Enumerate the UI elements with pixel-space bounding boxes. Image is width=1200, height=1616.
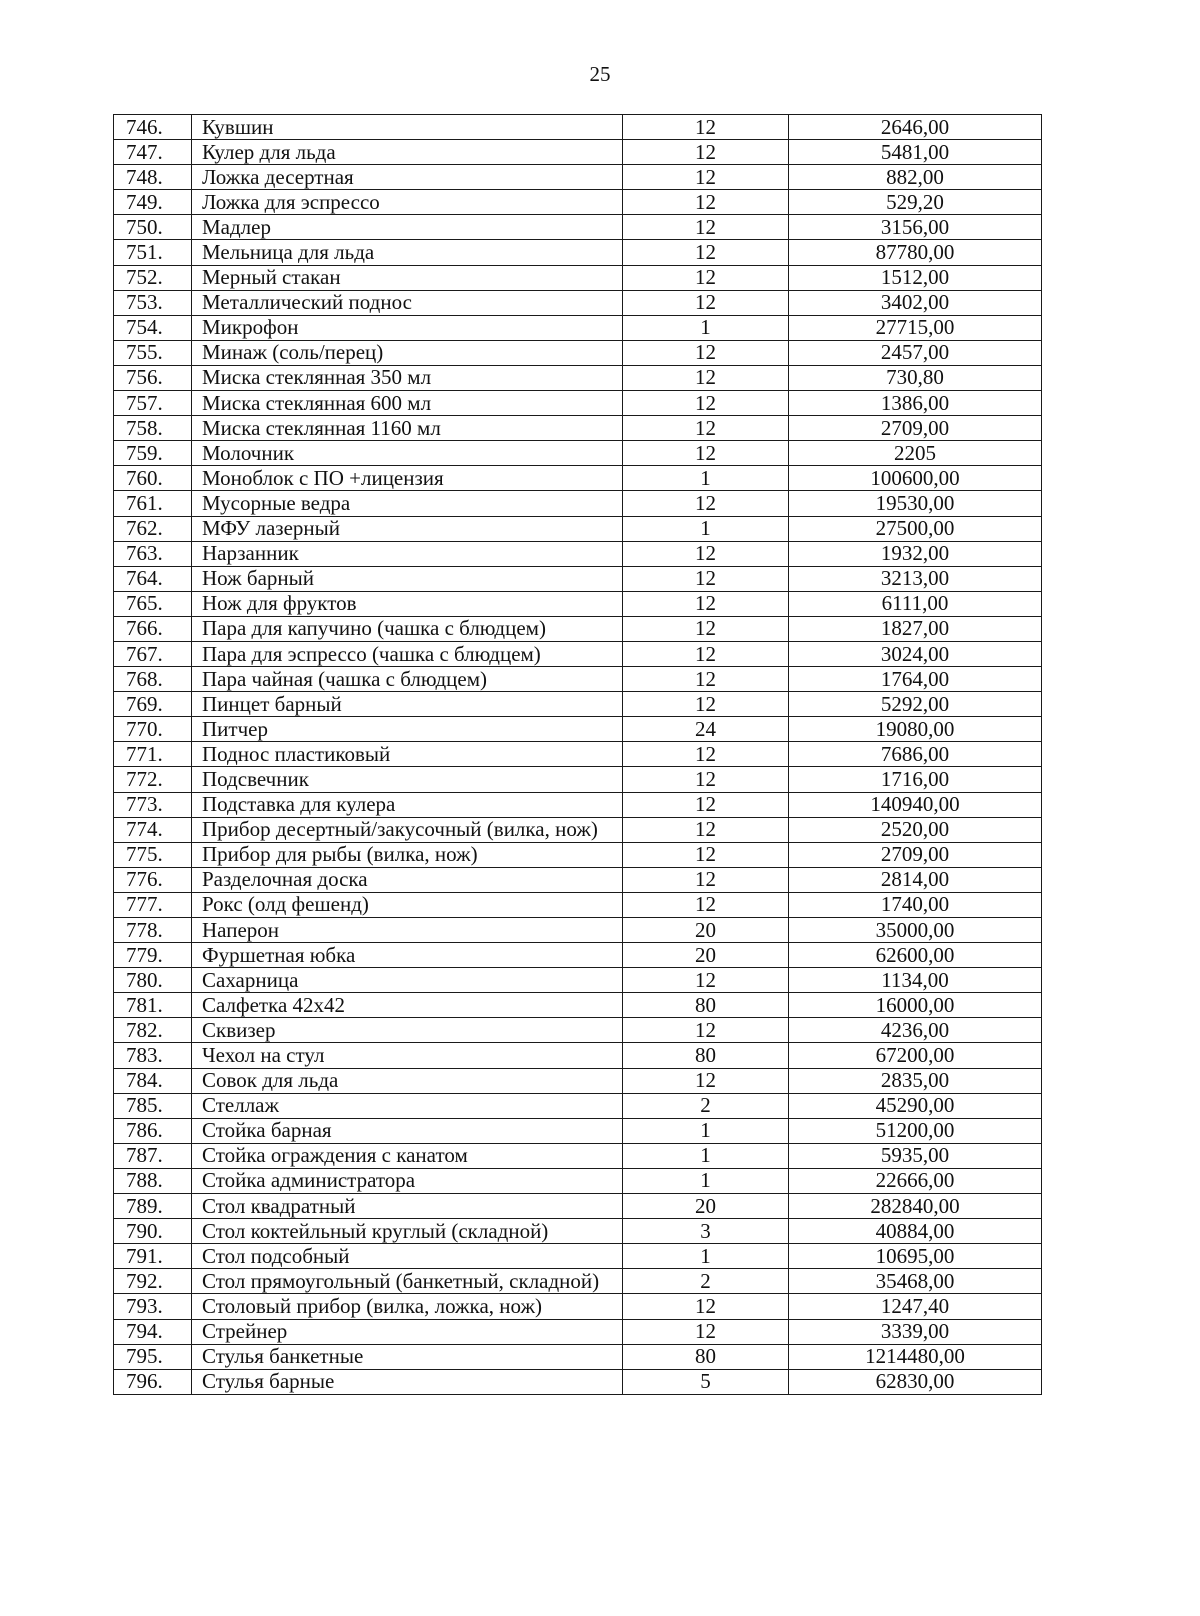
quantity-cell: 1: [623, 1168, 789, 1193]
item-name-cell: Мусорные ведра: [192, 491, 623, 516]
table-row: [114, 641, 1042, 666]
item-name-cell: МФУ лазерный: [192, 516, 623, 541]
amount-cell: 16000,00: [789, 993, 1042, 1018]
item-name-cell: Стол коктейльный круглый (складной): [192, 1219, 623, 1244]
table-row: [114, 290, 1042, 315]
amount-cell: 6111,00: [789, 591, 1042, 616]
quantity-cell: 80: [623, 1043, 789, 1068]
row-number-cell: 767.: [114, 641, 192, 666]
table-row: [114, 767, 1042, 792]
table-row: [114, 1219, 1042, 1244]
item-name-cell: Миска стеклянная 350 мл: [192, 365, 623, 390]
quantity-cell: 80: [623, 1344, 789, 1369]
row-number-cell: 784.: [114, 1068, 192, 1093]
item-name-cell: Пара для капучино (чашка с блюдцем): [192, 616, 623, 641]
row-number-cell: 782.: [114, 1018, 192, 1043]
item-name-cell: Столовый прибор (вилка, ложка, нож): [192, 1294, 623, 1319]
row-number-cell: 747.: [114, 140, 192, 165]
amount-cell: 10695,00: [789, 1244, 1042, 1269]
amount-cell: 3213,00: [789, 566, 1042, 591]
amount-cell: 2709,00: [789, 416, 1042, 441]
row-number-cell: 749.: [114, 190, 192, 215]
item-name-cell: Мельница для льда: [192, 240, 623, 265]
item-name-cell: Стойка ограждения с канатом: [192, 1143, 623, 1168]
table-row: [114, 566, 1042, 591]
row-number-cell: 772.: [114, 767, 192, 792]
table-row: [114, 792, 1042, 817]
item-name-cell: Стулья барные: [192, 1369, 623, 1394]
amount-cell: 2835,00: [789, 1068, 1042, 1093]
quantity-cell: 12: [623, 591, 789, 616]
quantity-cell: 1: [623, 315, 789, 340]
quantity-cell: 2: [623, 1093, 789, 1118]
item-name-cell: Стол прямоугольный (банкетный, складной): [192, 1269, 623, 1294]
quantity-cell: 1: [623, 516, 789, 541]
item-name-cell: Микрофон: [192, 315, 623, 340]
row-number-cell: 789.: [114, 1194, 192, 1219]
amount-cell: 2205: [789, 441, 1042, 466]
table-row: [114, 616, 1042, 641]
row-number-cell: 757.: [114, 391, 192, 416]
amount-cell: 1764,00: [789, 667, 1042, 692]
item-name-cell: Питчер: [192, 717, 623, 742]
inventory-table: [113, 114, 1042, 1395]
row-number-cell: 746.: [114, 115, 192, 140]
table-row: [114, 1093, 1042, 1118]
row-number-cell: 773.: [114, 792, 192, 817]
item-name-cell: Совок для льда: [192, 1068, 623, 1093]
row-number-cell: 751.: [114, 240, 192, 265]
row-number-cell: 796.: [114, 1369, 192, 1394]
quantity-cell: 12: [623, 541, 789, 566]
amount-cell: 1247,40: [789, 1294, 1042, 1319]
amount-cell: 100600,00: [789, 466, 1042, 491]
amount-cell: 67200,00: [789, 1043, 1042, 1068]
table-row: [114, 1118, 1042, 1143]
item-name-cell: Разделочная доска: [192, 867, 623, 892]
table-row: [114, 1294, 1042, 1319]
table-row: [114, 1319, 1042, 1344]
row-number-cell: 785.: [114, 1093, 192, 1118]
row-number-cell: 762.: [114, 516, 192, 541]
quantity-cell: 12: [623, 1018, 789, 1043]
item-name-cell: Кувшин: [192, 115, 623, 140]
quantity-cell: 12: [623, 1319, 789, 1344]
row-number-cell: 755.: [114, 340, 192, 365]
table-body: [114, 115, 1042, 1395]
item-name-cell: Пинцет барный: [192, 692, 623, 717]
table-row: [114, 391, 1042, 416]
amount-cell: 1512,00: [789, 265, 1042, 290]
table-row: [114, 1194, 1042, 1219]
row-number-cell: 788.: [114, 1168, 192, 1193]
table-row: [114, 416, 1042, 441]
row-number-cell: 781.: [114, 993, 192, 1018]
row-number-cell: 761.: [114, 491, 192, 516]
amount-cell: 282840,00: [789, 1194, 1042, 1219]
item-name-cell: Чехол на стул: [192, 1043, 623, 1068]
amount-cell: 27715,00: [789, 315, 1042, 340]
quantity-cell: 12: [623, 566, 789, 591]
table-row: [114, 215, 1042, 240]
item-name-cell: Нарзанник: [192, 541, 623, 566]
row-number-cell: 774.: [114, 817, 192, 842]
row-number-cell: 750.: [114, 215, 192, 240]
quantity-cell: 12: [623, 641, 789, 666]
item-name-cell: Ложка десертная: [192, 165, 623, 190]
quantity-cell: 12: [623, 616, 789, 641]
table-row: [114, 1369, 1042, 1394]
quantity-cell: 12: [623, 391, 789, 416]
item-name-cell: Пара чайная (чашка с блюдцем): [192, 667, 623, 692]
amount-cell: 140940,00: [789, 792, 1042, 817]
item-name-cell: Подсвечник: [192, 767, 623, 792]
row-number-cell: 760.: [114, 466, 192, 491]
row-number-cell: 778.: [114, 918, 192, 943]
item-name-cell: Поднос пластиковый: [192, 742, 623, 767]
amount-cell: 3339,00: [789, 1319, 1042, 1344]
amount-cell: 7686,00: [789, 742, 1042, 767]
amount-cell: 1214480,00: [789, 1344, 1042, 1369]
amount-cell: 2520,00: [789, 817, 1042, 842]
table-row: [114, 1269, 1042, 1294]
item-name-cell: Стрейнер: [192, 1319, 623, 1344]
row-number-cell: 770.: [114, 717, 192, 742]
row-number-cell: 752.: [114, 265, 192, 290]
item-name-cell: Подставка для кулера: [192, 792, 623, 817]
amount-cell: 2709,00: [789, 842, 1042, 867]
amount-cell: 2457,00: [789, 340, 1042, 365]
item-name-cell: Фуршетная юбка: [192, 943, 623, 968]
quantity-cell: 12: [623, 491, 789, 516]
table-row: [114, 842, 1042, 867]
row-number-cell: 780.: [114, 968, 192, 993]
table-row: [114, 240, 1042, 265]
row-number-cell: 756.: [114, 365, 192, 390]
row-number-cell: 771.: [114, 742, 192, 767]
row-number-cell: 791.: [114, 1244, 192, 1269]
row-number-cell: 768.: [114, 667, 192, 692]
amount-cell: 3156,00: [789, 215, 1042, 240]
item-name-cell: Металлический поднос: [192, 290, 623, 315]
amount-cell: 5935,00: [789, 1143, 1042, 1168]
table-row: [114, 315, 1042, 340]
amount-cell: 882,00: [789, 165, 1042, 190]
table-row: [114, 692, 1042, 717]
item-name-cell: Наперон: [192, 918, 623, 943]
item-name-cell: Моноблок с ПО +лицензия: [192, 466, 623, 491]
row-number-cell: 753.: [114, 290, 192, 315]
table-row: [114, 968, 1042, 993]
row-number-cell: 783.: [114, 1043, 192, 1068]
quantity-cell: 12: [623, 416, 789, 441]
quantity-cell: 12: [623, 892, 789, 917]
row-number-cell: 776.: [114, 867, 192, 892]
row-number-cell: 794.: [114, 1319, 192, 1344]
row-number-cell: 795.: [114, 1344, 192, 1369]
quantity-cell: 2: [623, 1269, 789, 1294]
row-number-cell: 764.: [114, 566, 192, 591]
amount-cell: 35468,00: [789, 1269, 1042, 1294]
table-row: [114, 1018, 1042, 1043]
quantity-cell: 12: [623, 365, 789, 390]
quantity-cell: 24: [623, 717, 789, 742]
item-name-cell: Рокс (олд фешенд): [192, 892, 623, 917]
amount-cell: 45290,00: [789, 1093, 1042, 1118]
amount-cell: 5292,00: [789, 692, 1042, 717]
quantity-cell: 12: [623, 1068, 789, 1093]
amount-cell: 19530,00: [789, 491, 1042, 516]
amount-cell: 2646,00: [789, 115, 1042, 140]
item-name-cell: Стол подсобный: [192, 1244, 623, 1269]
quantity-cell: 12: [623, 867, 789, 892]
amount-cell: 2814,00: [789, 867, 1042, 892]
item-name-cell: Стулья банкетные: [192, 1344, 623, 1369]
table-row: [114, 541, 1042, 566]
item-name-cell: Стойка барная: [192, 1118, 623, 1143]
amount-cell: 19080,00: [789, 717, 1042, 742]
item-name-cell: Стойка администратора: [192, 1168, 623, 1193]
item-name-cell: Сквизер: [192, 1018, 623, 1043]
table-row: [114, 717, 1042, 742]
quantity-cell: 12: [623, 215, 789, 240]
item-name-cell: Мерный стакан: [192, 265, 623, 290]
table-row: [114, 867, 1042, 892]
item-name-cell: Кулер для льда: [192, 140, 623, 165]
amount-cell: 22666,00: [789, 1168, 1042, 1193]
quantity-cell: 12: [623, 968, 789, 993]
quantity-cell: 80: [623, 993, 789, 1018]
quantity-cell: 12: [623, 1294, 789, 1319]
table-row: [114, 1244, 1042, 1269]
row-number-cell: 758.: [114, 416, 192, 441]
quantity-cell: 12: [623, 290, 789, 315]
quantity-cell: 12: [623, 190, 789, 215]
amount-cell: 1740,00: [789, 892, 1042, 917]
table-row: [114, 441, 1042, 466]
amount-cell: 40884,00: [789, 1219, 1042, 1244]
quantity-cell: 1: [623, 1118, 789, 1143]
quantity-cell: 20: [623, 943, 789, 968]
item-name-cell: Прибор для рыбы (вилка, нож): [192, 842, 623, 867]
amount-cell: 27500,00: [789, 516, 1042, 541]
quantity-cell: 12: [623, 817, 789, 842]
quantity-cell: 20: [623, 1194, 789, 1219]
page-number: 25: [589, 62, 611, 86]
item-name-cell: Сахарница: [192, 968, 623, 993]
item-name-cell: Молочник: [192, 441, 623, 466]
item-name-cell: Мадлер: [192, 215, 623, 240]
item-name-cell: Миска стеклянная 600 мл: [192, 391, 623, 416]
item-name-cell: Пара для эспрессо (чашка с блюдцем): [192, 641, 623, 666]
row-number-cell: 793.: [114, 1294, 192, 1319]
item-name-cell: Стол квадратный: [192, 1194, 623, 1219]
quantity-cell: 12: [623, 667, 789, 692]
row-number-cell: 775.: [114, 842, 192, 867]
quantity-cell: 12: [623, 842, 789, 867]
table-row: [114, 591, 1042, 616]
amount-cell: 62830,00: [789, 1369, 1042, 1394]
quantity-cell: 12: [623, 792, 789, 817]
item-name-cell: Прибор десертный/закусочный (вилка, нож): [192, 817, 623, 842]
amount-cell: 87780,00: [789, 240, 1042, 265]
quantity-cell: 20: [623, 918, 789, 943]
amount-cell: 1134,00: [789, 968, 1042, 993]
table-row: [114, 365, 1042, 390]
quantity-cell: 3: [623, 1219, 789, 1244]
table-row: [114, 340, 1042, 365]
row-number-cell: 787.: [114, 1143, 192, 1168]
quantity-cell: 12: [623, 115, 789, 140]
amount-cell: 3024,00: [789, 641, 1042, 666]
row-number-cell: 779.: [114, 943, 192, 968]
quantity-cell: 12: [623, 265, 789, 290]
amount-cell: 1932,00: [789, 541, 1042, 566]
table-row: [114, 265, 1042, 290]
row-number-cell: 790.: [114, 1219, 192, 1244]
table-row: [114, 1068, 1042, 1093]
table-row: [114, 943, 1042, 968]
item-name-cell: Нож барный: [192, 566, 623, 591]
row-number-cell: 769.: [114, 692, 192, 717]
amount-cell: 51200,00: [789, 1118, 1042, 1143]
row-number-cell: 754.: [114, 315, 192, 340]
table-row: [114, 817, 1042, 842]
amount-cell: 1386,00: [789, 391, 1042, 416]
amount-cell: 35000,00: [789, 918, 1042, 943]
quantity-cell: 12: [623, 692, 789, 717]
row-number-cell: 748.: [114, 165, 192, 190]
item-name-cell: Нож для фруктов: [192, 591, 623, 616]
table-row: [114, 667, 1042, 692]
quantity-cell: 12: [623, 441, 789, 466]
quantity-cell: 12: [623, 742, 789, 767]
item-name-cell: Минаж (соль/перец): [192, 340, 623, 365]
item-name-cell: Ложка для эспрессо: [192, 190, 623, 215]
amount-cell: 1716,00: [789, 767, 1042, 792]
row-number-cell: 763.: [114, 541, 192, 566]
table-row: [114, 1168, 1042, 1193]
row-number-cell: 766.: [114, 616, 192, 641]
amount-cell: 5481,00: [789, 140, 1042, 165]
row-number-cell: 792.: [114, 1269, 192, 1294]
table-row: [114, 1344, 1042, 1369]
table-row: [114, 1043, 1042, 1068]
row-number-cell: 765.: [114, 591, 192, 616]
quantity-cell: 12: [623, 240, 789, 265]
table-row: [114, 491, 1042, 516]
table-row: [114, 190, 1042, 215]
quantity-cell: 12: [623, 165, 789, 190]
row-number-cell: 777.: [114, 892, 192, 917]
row-number-cell: 786.: [114, 1118, 192, 1143]
amount-cell: 529,20: [789, 190, 1042, 215]
table-row: [114, 993, 1042, 1018]
row-number-cell: 759.: [114, 441, 192, 466]
table-row: [114, 165, 1042, 190]
amount-cell: 62600,00: [789, 943, 1042, 968]
quantity-cell: 1: [623, 1143, 789, 1168]
table-row: [114, 466, 1042, 491]
amount-cell: 1827,00: [789, 616, 1042, 641]
table-row: [114, 140, 1042, 165]
table-row: [114, 1143, 1042, 1168]
quantity-cell: 1: [623, 466, 789, 491]
table-row: [114, 918, 1042, 943]
amount-cell: 4236,00: [789, 1018, 1042, 1043]
table-row: [114, 115, 1042, 140]
quantity-cell: 1: [623, 1244, 789, 1269]
quantity-cell: 5: [623, 1369, 789, 1394]
table-row: [114, 892, 1042, 917]
quantity-cell: 12: [623, 767, 789, 792]
amount-cell: 730,80: [789, 365, 1042, 390]
item-name-cell: Миска стеклянная 1160 мл: [192, 416, 623, 441]
item-name-cell: Салфетка 42х42: [192, 993, 623, 1018]
item-name-cell: Стеллаж: [192, 1093, 623, 1118]
amount-cell: 3402,00: [789, 290, 1042, 315]
quantity-cell: 12: [623, 340, 789, 365]
table-row: [114, 516, 1042, 541]
quantity-cell: 12: [623, 140, 789, 165]
table-row: [114, 742, 1042, 767]
